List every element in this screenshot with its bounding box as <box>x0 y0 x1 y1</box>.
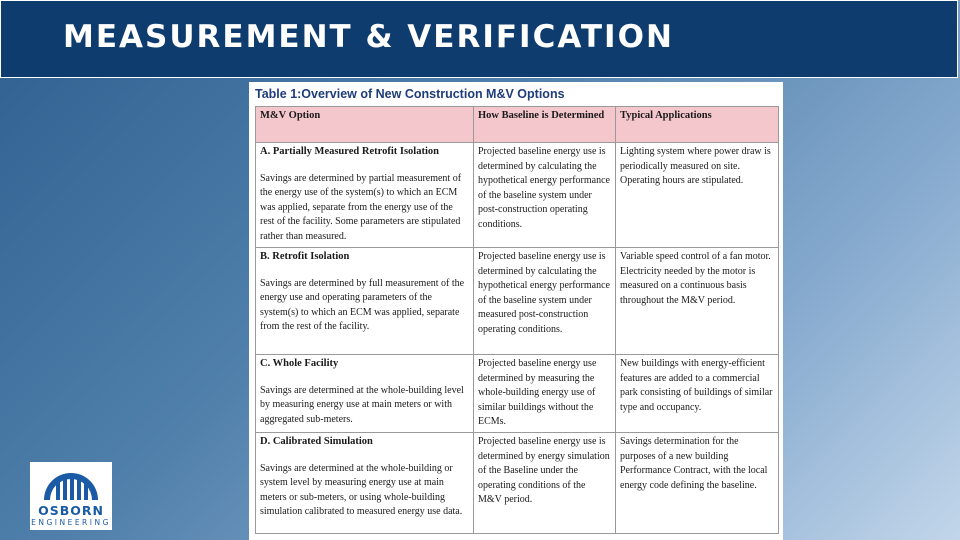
option-cell <box>256 355 474 433</box>
slide-title: MEASUREMENT & VERIFICATION <box>63 19 674 55</box>
baseline-cell: Projected baseline energy use is determined by calculating the hypothetical energy performance of the baseline system under measured post-construction operating conditions. <box>474 248 616 355</box>
option-description: Savings are determined by full measurement of the energy use and operating parameters of the system(s) to which an ECM was applied, separate from the rest of the facility. <box>260 277 465 332</box>
baseline-cell: Projected baseline energy use is determined by calculating the hypothetical energy performance of the baseline system under post-construction operating conditions. <box>474 143 616 248</box>
table-row <box>256 248 779 355</box>
table-row <box>256 143 779 248</box>
option-name: C. Whole Facility <box>260 358 339 369</box>
option-name: D. Calibrated Simulation <box>260 436 373 447</box>
application-cell: Variable speed control of a fan motor. Electricity needed by the motor is measured on a continuous basis throughout the M&V period. <box>616 248 779 355</box>
table-image-panel <box>249 82 783 540</box>
mv-options-table <box>255 106 779 534</box>
table-caption: Table 1:Overview of New Construction M&V Options <box>255 87 565 101</box>
logo-subtitle: ENGINEERING <box>31 518 111 527</box>
column-header-baseline: How Baseline is Determined <box>474 107 616 143</box>
column-header-applications: Typical Applications <box>616 107 779 143</box>
osborn-engineering-logo <box>30 462 112 530</box>
title-bar <box>0 0 958 78</box>
option-cell <box>256 248 474 355</box>
table-row <box>256 433 779 534</box>
option-name: B. Retrofit Isolation <box>260 251 350 262</box>
baseline-cell: Projected baseline energy use determined by measuring the whole-building energy use of similar buildings without the ECMs. <box>474 355 616 433</box>
application-cell: Lighting system where power draw is periodically measured on site. Operating hours are stipulated. <box>616 143 779 248</box>
logo-emblem-icon <box>30 462 112 504</box>
option-cell <box>256 143 474 248</box>
application-cell: Savings determination for the purposes of a new building Performance Contract, with the local energy code defining the baseline. <box>616 433 779 534</box>
table-header-row <box>256 107 779 143</box>
option-description: Savings are determined at the whole-building level by measuring energy use at main meters or with aggregated sub-meters. <box>260 384 464 425</box>
table-row <box>256 355 779 433</box>
column-header-option: M&V Option <box>256 107 474 143</box>
option-description: Savings are determined at the whole-building or system level by measuring energy use at main meters or sub-meters, or using whole-building simulation calibrated to measured energy use data. <box>260 462 463 517</box>
baseline-cell: Projected baseline energy use is determined by energy simulation of the Baseline under the operating conditions of the M&V period. <box>474 433 616 534</box>
option-description: Savings are determined by partial measurement of the energy use of the system(s) to which an ECM was applied, separate from the energy use of the rest of the facility. Some parameters are stipulated rather than measured. <box>260 172 462 242</box>
option-cell <box>256 433 474 534</box>
option-name: A. Partially Measured Retrofit Isolation <box>260 146 439 157</box>
logo-name: OSBORN <box>38 503 104 518</box>
application-cell: New buildings with energy-efficient features are added to a commercial park consisting of buildings of similar type and occupancy. <box>616 355 779 433</box>
